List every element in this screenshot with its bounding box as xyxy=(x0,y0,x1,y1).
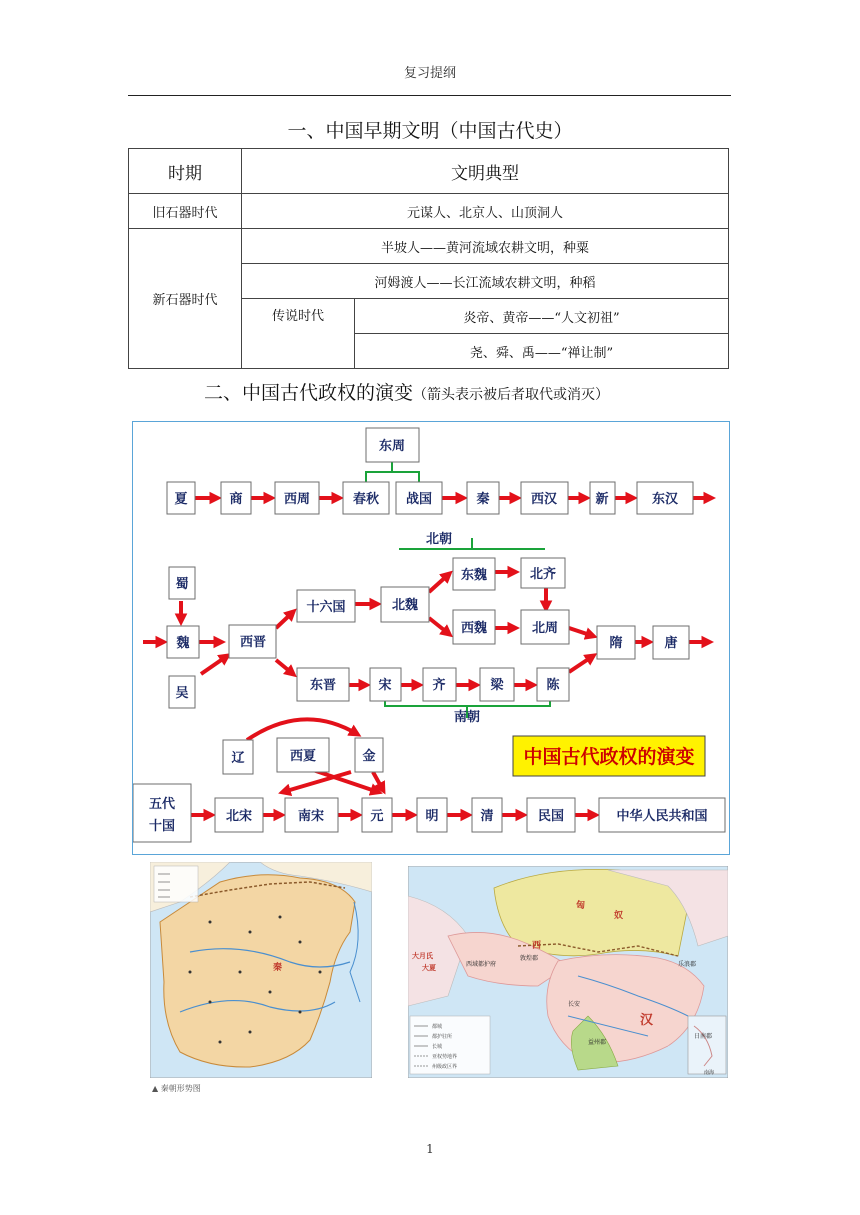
header-rule xyxy=(128,95,731,96)
label-song: 宋 xyxy=(378,678,392,693)
arrow xyxy=(429,618,449,634)
label-beiqi: 北齐 xyxy=(529,567,557,582)
map-label: 长安 xyxy=(568,1001,581,1008)
section1-title: 一、中国早期文明（中国古代史） xyxy=(287,120,573,142)
label-liang: 梁 xyxy=(490,678,504,693)
qin-map-caption: ▲ 秦朝形势图 xyxy=(152,1084,201,1093)
label-xihan: 西汉 xyxy=(530,492,558,507)
label-beisong: 北宋 xyxy=(225,809,253,824)
arrow xyxy=(569,656,593,672)
legend-item: 长城 xyxy=(432,1044,443,1050)
arrow xyxy=(373,772,383,790)
label-liao: 辽 xyxy=(231,751,245,766)
arrow xyxy=(569,628,593,636)
label-dongzhou: 东周 xyxy=(378,439,406,454)
label-xiwei: 西魏 xyxy=(460,621,488,636)
map-label: 奴 xyxy=(614,911,624,921)
label-xixia: 西夏 xyxy=(289,749,317,764)
arrow xyxy=(201,656,227,674)
table-row xyxy=(129,194,729,229)
dynasty-diagram-svg xyxy=(133,422,729,854)
section2-note: （箭头表示被后者取代或消灭） xyxy=(413,387,610,403)
arrow xyxy=(247,719,357,740)
table-header-row xyxy=(129,149,729,194)
qin-map-svg xyxy=(150,862,372,1078)
label-minguo: 民国 xyxy=(537,809,565,824)
label-shiguo: 十国 xyxy=(148,819,176,834)
legend-row2: 尧、舜、禹——“禅让制” xyxy=(355,334,729,369)
label-tang: 唐 xyxy=(664,636,678,651)
arrow xyxy=(276,660,293,674)
map-label: 乐浪郡 xyxy=(678,961,697,968)
label-beizhou: 北周 xyxy=(531,621,559,636)
map-label: 匈 xyxy=(576,901,586,911)
arrow xyxy=(429,574,449,592)
dongzhou-bracket xyxy=(366,462,419,482)
paleo-period: 旧石器时代 xyxy=(129,194,242,229)
han-map-svg xyxy=(408,866,728,1078)
neo-row1: 半坡人——黄河流域农耕文明，种粟 xyxy=(242,229,729,264)
label-sui: 隋 xyxy=(609,636,623,651)
map-label: 南海 xyxy=(704,1070,715,1076)
label-xizhou: 西周 xyxy=(283,492,311,507)
map-label: 敦煌郡 xyxy=(520,955,539,962)
label-wei: 魏 xyxy=(176,636,190,651)
label-shiliuguo: 十六国 xyxy=(306,600,346,615)
early-civilization-table xyxy=(128,148,729,369)
label-qi: 齐 xyxy=(432,678,446,693)
legend-item: 亚权势地界 xyxy=(432,1054,458,1060)
western-han-map xyxy=(408,866,728,1078)
label-dongwei: 东魏 xyxy=(460,568,488,583)
map-label: 西域都护府 xyxy=(466,961,497,968)
page-number: 1 xyxy=(426,1142,434,1156)
banner-text: 中国古代政权的演变 xyxy=(523,746,695,768)
label-jin: 金 xyxy=(362,749,376,764)
label-xin: 新 xyxy=(595,492,609,507)
label-qin: 秦 xyxy=(476,492,490,507)
qin-dynasty-map xyxy=(150,862,372,1078)
arrow xyxy=(276,612,293,628)
map-label: 益州郡 xyxy=(588,1039,607,1046)
legend-row1: 炎帝、黄帝——“人文初祖” xyxy=(355,299,729,334)
table-row xyxy=(129,229,729,264)
legend-item: 都护驻所 xyxy=(432,1034,453,1040)
neo-period: 新石器时代 xyxy=(129,229,242,369)
dynasty-diagram xyxy=(132,421,730,855)
map-label: 汉 xyxy=(640,1013,654,1028)
label-donghan: 东汉 xyxy=(651,492,679,507)
label-shang: 商 xyxy=(229,492,243,507)
label-qing: 清 xyxy=(480,809,494,824)
beichao-bracket xyxy=(399,538,545,549)
label-dongjin: 东晋 xyxy=(309,678,337,693)
neo-row2: 河姆渡人——长江流域农耕文明，种稻 xyxy=(242,264,729,299)
label-wu: 吴 xyxy=(175,686,189,701)
label-beiwei: 北魏 xyxy=(391,598,419,613)
label-xia: 夏 xyxy=(174,492,188,507)
label-ming: 明 xyxy=(425,809,439,824)
legend-item: 都城 xyxy=(432,1024,443,1030)
col-period-header: 时期 xyxy=(129,149,242,194)
arrow xyxy=(283,772,351,792)
label-beichao: 北朝 xyxy=(425,532,453,547)
label-chunqiu: 春秋 xyxy=(352,492,380,507)
label-prc: 中华人民共和国 xyxy=(616,809,708,824)
map-label: 西 xyxy=(532,941,542,951)
section2-title-text: 二、中国古代政权的演变 xyxy=(204,382,414,404)
col-civilization-header: 文明典型 xyxy=(242,149,729,194)
map-label: 大月氏 xyxy=(412,951,433,960)
page-header: 复习提纲 xyxy=(403,66,456,81)
legend-period: 传说时代 xyxy=(242,299,355,369)
label-chen: 陈 xyxy=(546,678,560,693)
label-xijin: 西晋 xyxy=(239,635,267,650)
label-wudai: 五代 xyxy=(148,797,176,812)
paleo-desc: 元谋人、北京人、山顶洞人 xyxy=(242,194,729,229)
label-nansong: 南宋 xyxy=(297,809,325,824)
map-label: 日南郡 xyxy=(694,1033,713,1040)
label-yuan: 元 xyxy=(370,809,384,824)
qin-label: 秦 xyxy=(273,963,283,973)
dynasty-boxes xyxy=(133,428,725,842)
map-label: 大夏 xyxy=(422,963,436,972)
label-shu: 蜀 xyxy=(175,577,189,592)
legend-item: 州级政区界 xyxy=(432,1064,458,1070)
label-zhanguo: 战国 xyxy=(405,492,433,507)
section2-title xyxy=(204,378,609,405)
label-nanchao: 南朝 xyxy=(453,710,481,725)
